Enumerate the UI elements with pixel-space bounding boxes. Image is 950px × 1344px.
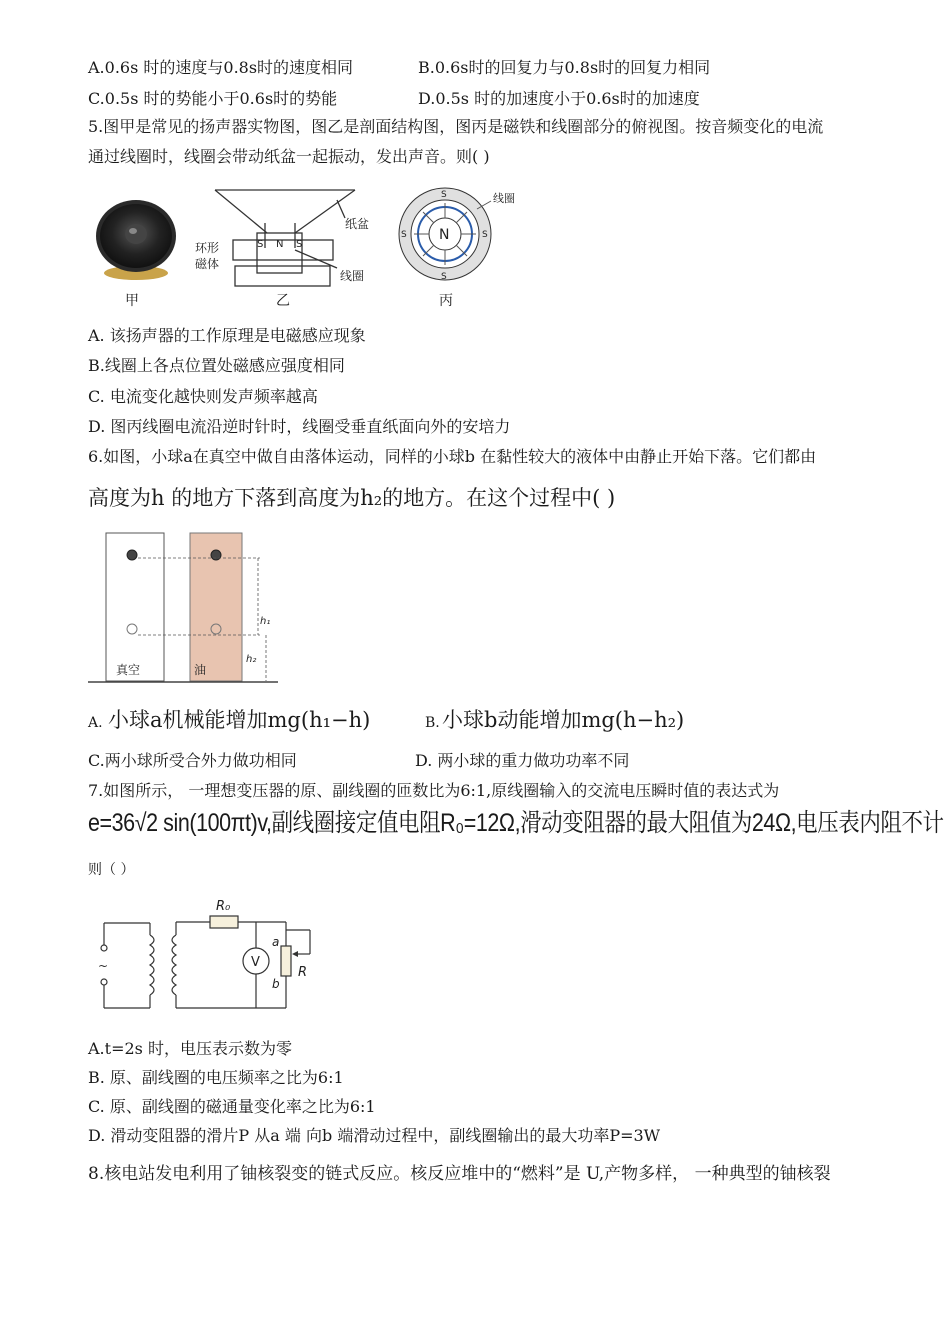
top-s-2: S <box>441 272 447 282</box>
label-oil: 油 <box>194 663 207 677</box>
speaker-photo-figure <box>90 198 185 293</box>
q6-option-a-prefix: A. <box>88 715 103 731</box>
q6-option-a: 小球a机械能增加mg(h₁−h) <box>108 708 371 732</box>
label-citi: 磁体 <box>195 257 220 271</box>
label-huanxing: 环形 <box>195 241 220 255</box>
q5-option-d: D. 图丙线圈电流沿逆时针时，线圈受垂直纸面向外的安培力 <box>88 417 511 436</box>
q4-option-a: A.0.6s 时的速度与0.8s时的速度相同 <box>88 58 354 77</box>
q5-stem-line1: 5.图甲是常见的扬声器实物图，图乙是剖面结构图，图丙是磁铁和线圈部分的俯视图。按音频变化的电流 <box>88 117 824 136</box>
label-h1: h₁ <box>260 616 271 627</box>
label-r0: R₀ <box>216 899 231 914</box>
top-n: N <box>439 227 450 243</box>
q7-option-c: C. 原、副线圈的磁通量变化率之比为6:1 <box>88 1097 376 1116</box>
magnet-coil-top-view-figure <box>395 187 525 287</box>
q6-option-b: 小球b动能增加mg(h−h₂) <box>442 708 685 732</box>
q7-stem-line2: e=36√2 sin(100πt)v,副线圈接定值电阻R₀=12Ω,滑动变阻器的最大阻值为24Ω,电压表内阻不计 <box>88 809 944 837</box>
speaker-cross-section-figure <box>195 188 385 298</box>
q7-option-d: D. 滑动变阻器的滑片P 从a 端 向b 端滑动过程中，副线圈输出的最大功率P=3W <box>88 1126 661 1145</box>
q6-option-c: C.两小球所受合外力做功相同 <box>88 751 297 770</box>
cross-s-left: S <box>257 239 264 250</box>
falling-balls-figure <box>88 528 288 688</box>
label-bing: 丙 <box>439 293 453 309</box>
q7-option-b: B. 原、副线圈的电压频率之比为6:1 <box>88 1068 344 1087</box>
q6-stem-line2: 高度为h 的地方下落到高度为h₂的地方。在这个过程中( ) <box>88 486 616 510</box>
label-xianquan-top: 线圈 <box>493 192 515 205</box>
q5-option-a: A. 该扬声器的工作原理是电磁感应现象 <box>88 326 366 345</box>
cross-s-right: S <box>296 239 303 250</box>
label-yi: 乙 <box>276 293 290 309</box>
label-h2: h₂ <box>246 654 257 665</box>
q5-option-c: C. 电流变化越快则发声频率越高 <box>88 387 318 406</box>
label-b: b <box>272 977 280 991</box>
q6-option-d: D. 两小球的重力做功功率不同 <box>415 751 630 770</box>
label-a: a <box>272 935 280 949</box>
cross-n: N <box>276 239 284 250</box>
label-xianquan: 线圈 <box>340 269 365 283</box>
q7-stem-line3: 则（ ） <box>88 862 135 878</box>
ac-source-symbol: ~ <box>98 959 109 973</box>
top-s-4: S <box>482 230 488 240</box>
top-s-3: S <box>401 230 407 240</box>
q7-option-a: A.t=2s 时，电压表示数为零 <box>88 1039 292 1058</box>
label-jia: 甲 <box>125 293 139 309</box>
q4-option-c: C.0.5s 时的势能小于0.6s时的势能 <box>88 89 338 108</box>
label-vacuum: 真空 <box>116 663 141 677</box>
q6-stem-line1: 6.如图，小球a在真空中做自由落体运动，同样的小球b 在黏性较大的液体中由静止开始下落。它们都由 <box>88 447 817 466</box>
q6-option-b-prefix: B. <box>425 715 440 731</box>
q8-stem-line1: 8.核电站发电利用了铀核裂变的链式反应。核反应堆中的“燃料”是 U,产物多样， 一种典型的铀核裂 <box>88 1164 831 1184</box>
voltmeter-label: V <box>251 955 260 970</box>
label-r: R <box>298 965 308 980</box>
q4-option-d: D.0.5s 时的加速度小于0.6s时的加速度 <box>418 89 700 108</box>
q5-option-b: B.线圈上各点位置处磁感应强度相同 <box>88 356 345 375</box>
q5-stem-line2: 通过线圈时，线圈会带动纸盆一起振动，发出声音。则( ) <box>88 147 490 166</box>
label-zhipen: 纸盆 <box>345 217 370 231</box>
transformer-circuit-figure <box>88 890 328 1030</box>
q7-stem-line1: 7.如图所示， 一理想变压器的原、副线圈的匝数比为6:1,原线圈输入的交流电压瞬时值的表达式为 <box>88 781 780 800</box>
q4-option-b: B.0.6s时的回复力与0.8s时的回复力相同 <box>418 58 711 77</box>
top-s-1: S <box>441 190 447 200</box>
